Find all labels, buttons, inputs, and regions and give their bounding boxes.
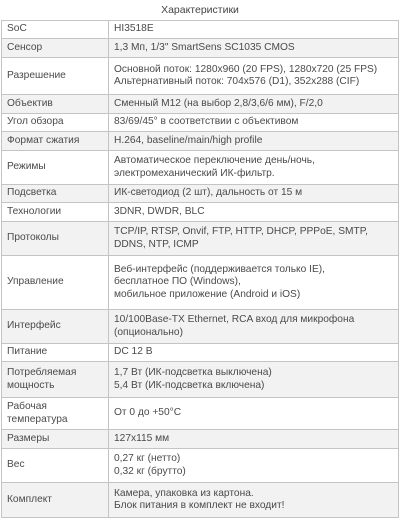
spec-label bbox=[2, 39, 109, 58]
spec-label bbox=[2, 132, 109, 151]
spec-value-line: Блок питания в комплект не входит! bbox=[114, 500, 285, 511]
spec-row bbox=[2, 222, 399, 256]
spec-label-line: Вес bbox=[7, 459, 25, 471]
spec-value bbox=[109, 483, 399, 518]
spec-value-line: (опционально) bbox=[114, 326, 183, 338]
spec-table-body bbox=[2, 21, 399, 518]
spec-value bbox=[109, 430, 399, 449]
spec-label-line: Разрешение bbox=[7, 69, 66, 81]
spec-value-line: 1,7 Вт (ИК-подсветка выключена) bbox=[114, 367, 272, 379]
spec-value-line: ИК-светодиод (2 шт), дальность от 15 м bbox=[114, 187, 303, 199]
spec-row bbox=[2, 362, 399, 398]
spec-value bbox=[109, 203, 399, 222]
spec-value-line: мобильное приложение (Android и iOS) bbox=[114, 288, 301, 300]
spec-value-line: Веб-интерфейс (поддерживается только IE), bbox=[114, 263, 325, 275]
spec-value-line: От 0 до +50°С bbox=[114, 407, 182, 419]
spec-label-line: Технологии bbox=[7, 205, 62, 217]
spec-value bbox=[109, 362, 399, 398]
spec-value bbox=[109, 58, 399, 95]
spec-label-line: SoC bbox=[7, 23, 27, 35]
spec-value-line: DDNS, NTP, ICMP bbox=[114, 238, 199, 250]
spec-label-line: температура bbox=[7, 413, 68, 425]
spec-label bbox=[2, 203, 109, 222]
spec-value bbox=[109, 256, 399, 310]
spec-label-line: Угол обзора bbox=[7, 116, 64, 128]
spec-label-line: мощность bbox=[7, 379, 55, 391]
spec-value-line: 5,4 Вт (ИК-подсветка включена) bbox=[114, 379, 265, 391]
spec-row bbox=[2, 310, 399, 344]
spec-value bbox=[109, 310, 399, 344]
spec-row bbox=[2, 256, 399, 310]
spec-row bbox=[2, 114, 399, 132]
spec-label bbox=[2, 483, 109, 518]
spec-label bbox=[2, 449, 109, 483]
spec-label bbox=[2, 222, 109, 256]
spec-label-line: Потребляемая bbox=[7, 367, 77, 379]
spec-value bbox=[109, 95, 399, 114]
spec-label-line: Комплект bbox=[7, 493, 52, 505]
spec-label bbox=[2, 114, 109, 132]
spec-value-line: H.264, baseline/main/high profile bbox=[114, 134, 263, 146]
spec-label-line: Интерфейс bbox=[7, 320, 61, 332]
spec-label bbox=[2, 362, 109, 398]
page-title: Характеристики bbox=[161, 4, 239, 16]
spec-value-line: бесплатное ПО (Windows), bbox=[114, 276, 241, 288]
spec-row bbox=[2, 483, 399, 518]
spec-label-line: Управление bbox=[7, 276, 64, 288]
spec-row bbox=[2, 58, 399, 95]
spec-row bbox=[2, 430, 399, 449]
spec-value bbox=[109, 398, 399, 430]
spec-label bbox=[2, 58, 109, 95]
spec-row bbox=[2, 449, 399, 483]
spec-value-line: 3DNR, DWDR, BLC bbox=[114, 205, 205, 217]
spec-value-line: 0,32 кг (брутто) bbox=[114, 465, 186, 477]
spec-value-line: Автоматическое переключение день/ночь, bbox=[114, 155, 315, 167]
spec-label bbox=[2, 310, 109, 344]
spec-row bbox=[2, 39, 399, 58]
spec-value bbox=[109, 39, 399, 58]
spec-value-line: Сменный М12 (на выбор 2,8/3,6/6 мм), F/2,0 bbox=[114, 97, 323, 109]
spec-value-line: Камера, упаковка из картона. bbox=[114, 487, 254, 499]
spec-value bbox=[109, 449, 399, 483]
spec-label bbox=[2, 151, 109, 185]
spec-row bbox=[2, 132, 399, 151]
spec-label bbox=[2, 21, 109, 39]
spec-value-line: электромеханический ИК-фильтр. bbox=[114, 167, 275, 179]
spec-value-line: 83/69/45° в соответствии с объективом bbox=[114, 116, 299, 128]
spec-label-line: Режимы bbox=[7, 161, 46, 173]
spec-label-line: Размеры bbox=[7, 432, 50, 444]
spec-value bbox=[109, 21, 399, 39]
spec-value bbox=[109, 222, 399, 256]
spec-row bbox=[2, 21, 399, 39]
spec-label-line: Объектив bbox=[7, 97, 53, 109]
spec-row bbox=[2, 95, 399, 114]
spec-value-line: 10/100Base-TX Ethernet, RCA вход для микрофона bbox=[114, 314, 355, 326]
spec-value-line: DC 12 В bbox=[114, 346, 153, 358]
spec-value-line: 1,3 Мп, 1/3" SmartSens SC1035 CMOS bbox=[114, 41, 295, 53]
spec-label bbox=[2, 256, 109, 310]
spec-label bbox=[2, 398, 109, 430]
spec-label-line: Протоколы bbox=[7, 232, 59, 244]
spec-value bbox=[109, 132, 399, 151]
spec-row bbox=[2, 344, 399, 362]
spec-value-line: HI3518E bbox=[114, 23, 154, 35]
spec-value-line: Альтернативный поток: 704x576 (D1), 352x288 (CIF) bbox=[114, 76, 360, 87]
spec-label-line: Формат сжатия bbox=[7, 134, 80, 146]
spec-row bbox=[2, 185, 399, 203]
spec-label bbox=[2, 185, 109, 203]
spec-label-line: Подсветка bbox=[7, 187, 57, 199]
spec-row bbox=[2, 203, 399, 222]
spec-label bbox=[2, 95, 109, 114]
spec-value-line: 127x115 мм bbox=[114, 432, 170, 444]
spec-row bbox=[2, 398, 399, 430]
spec-table bbox=[1, 20, 399, 518]
spec-value-line: Основной поток: 1280x960 (20 FPS), 1280x720 (25 FPS) bbox=[114, 63, 378, 75]
spec-value bbox=[109, 151, 399, 185]
spec-value bbox=[109, 344, 399, 362]
spec-row bbox=[2, 151, 399, 185]
spec-value bbox=[109, 185, 399, 203]
spec-value bbox=[109, 114, 399, 132]
spec-label bbox=[2, 344, 109, 362]
spec-label-line: Питание bbox=[7, 346, 48, 358]
spec-value-line: TCP/IP, RTSP, Onvif, FTP, HTTP, DHCP, PPPoE, SMTP, bbox=[114, 226, 369, 238]
spec-label-line: Рабочая bbox=[7, 401, 47, 413]
spec-value-line: 0,27 кг (нетто) bbox=[114, 453, 181, 465]
spec-label-line: Сенсор bbox=[7, 41, 43, 53]
spec-label bbox=[2, 430, 109, 449]
